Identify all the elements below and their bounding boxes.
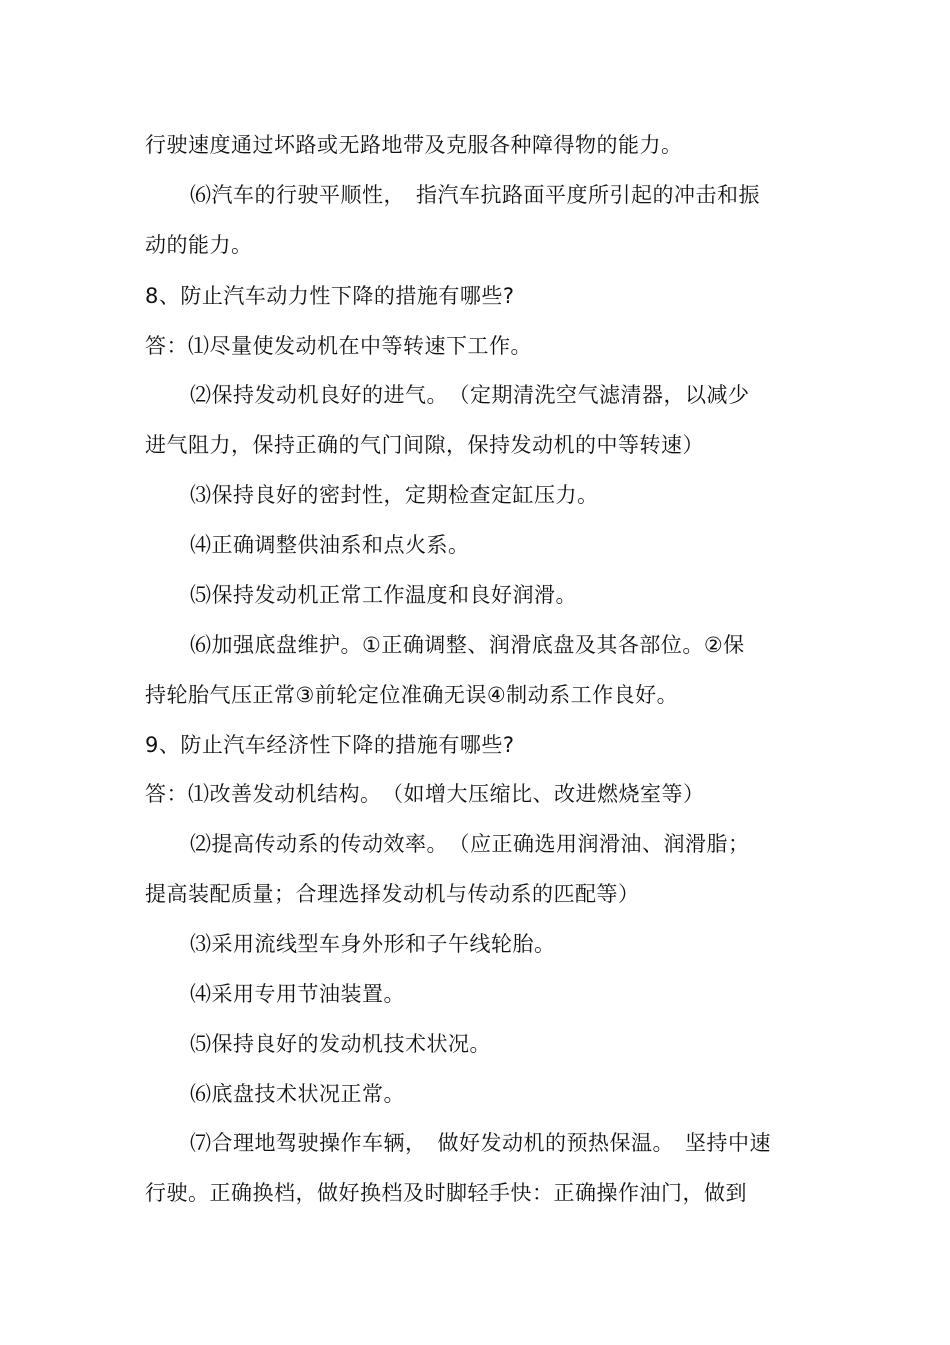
- text-line: 进气阻力，保持正确的气门间隙，保持发动机的中等转速）: [145, 433, 704, 457]
- text-line: ⑹加强底盘维护。①正确调整、润滑底盘及其各部位。②保: [190, 633, 745, 657]
- text-line: 行驶。正确换档，做好换档及时脚轻手快：正确操作油门，做到: [145, 1181, 747, 1205]
- text-line: ⑹底盘技术状况正常。: [190, 1082, 405, 1106]
- text-line: ⑷采用专用节油装置。: [190, 982, 405, 1006]
- text-line: ⑵提高传动系的传动效率。 （应正确选用润滑油、润滑脂；: [190, 832, 750, 856]
- answer-line: 答：⑴改善发动机结构。 （如增大压缩比、改进燃烧室等）: [145, 782, 705, 806]
- text-line: 持轮胎气压正常③前轮定位准确无误④制动系工作良好。: [145, 683, 679, 707]
- text-line: ⑸保持发动机正常工作温度和良好润滑。: [190, 583, 577, 607]
- text-line: ⑶保持良好的密封性，定期检查定缸压力。: [190, 483, 599, 507]
- text-line: ⑸保持良好的发动机技术状况。: [190, 1032, 491, 1056]
- text-line: ⑹汽车的行驶平顺性， 指汽车抗路面平度所引起的冲击和振: [190, 183, 760, 207]
- answer-line: 答：⑴尽量使发动机在中等转速下工作。: [145, 334, 532, 358]
- text-line: 提高装配质量；合理选择发动机与传动系的匹配等）: [145, 882, 640, 906]
- text-line: ⑷正确调整供油系和点火系。: [190, 533, 470, 557]
- text-line: ⑵保持发动机良好的进气。 （定期清洗空气滤清器，以减少: [190, 383, 750, 407]
- question-heading: 8、防止汽车动力性下降的措施有哪些?: [145, 284, 515, 308]
- question-heading: 9、防止汽车经济性下降的措施有哪些?: [145, 733, 515, 757]
- text-line: 动的能力。: [145, 233, 253, 257]
- text-line: ⑶采用流线型车身外形和子午线轮胎。: [190, 932, 556, 956]
- text-line: 行驶速度通过坏路或无路地带及克服各种障得物的能力。: [145, 133, 683, 157]
- text-line: ⑺合理地驾驶操作车辆， 做好发动机的预热保温。 坚持中速: [190, 1131, 771, 1155]
